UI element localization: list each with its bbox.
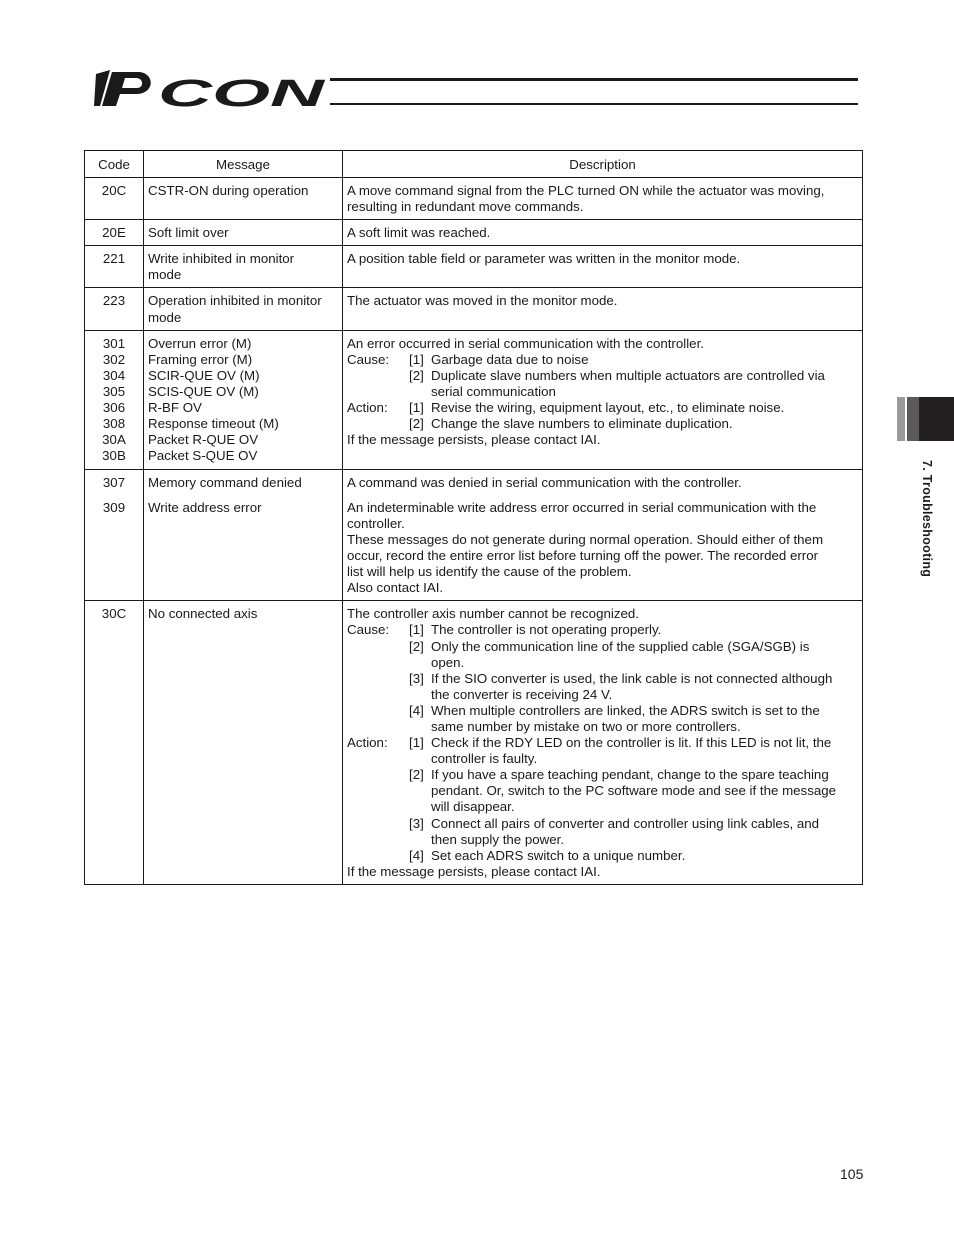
error-message: Overrun error (M) [148,335,252,351]
action-item [347,767,858,815]
code-cell [85,220,144,246]
error-code: 307 [102,474,126,490]
item-text: Revise the wiring, equipment layout, etc., to eliminate noise. [431,400,785,416]
description-cell [343,246,863,288]
item-text: open. [431,654,465,670]
description-line: An indeterminable write address error occurred in serial communication with the [347,499,817,515]
error-code: 302 [102,351,126,367]
item-text: The controller is not operating properly. [431,622,662,638]
message-cell [144,178,343,220]
chapter-tab-marker [919,397,954,441]
item-number: [2] [409,767,424,783]
item-text: then supply the power. [431,831,565,847]
message-cell [144,288,343,330]
pcon-logo [94,64,330,115]
page-number: 105 [840,1166,864,1182]
action-item [347,735,858,767]
item-text: will disappear. [431,799,515,815]
cause-item [347,671,858,703]
item-number: [4] [409,702,424,718]
description-cell [343,330,863,469]
code-cell [85,246,144,288]
error-code: 304 [102,367,126,383]
description-line: A move command signal from the PLC turned ON while the actuator was moving, [347,183,825,198]
item-number: [3] [409,670,424,686]
message-cell [144,220,343,246]
error-code: 30C [101,606,127,622]
code-cell [85,288,144,330]
error-message: Write address error [148,499,262,515]
item-text: same number by mistake on two or more controllers. [431,718,741,734]
code-cell [85,601,144,885]
error-message: mode [148,309,182,325]
cause-label: Cause: [347,351,390,367]
message-cell [144,469,343,601]
item-number: [1] [409,622,424,638]
error-message: mode [148,267,182,283]
table-row [85,330,863,469]
item-number: [3] [409,815,424,831]
item-number: [2] [409,638,424,654]
item-text: Only the communication line of the supplied cable (SGA/SGB) is [431,638,810,654]
error-code: 223 [102,293,126,309]
error-message: Packet S-QUE OV [148,448,258,464]
description-cell [343,288,863,330]
error-message: Write inhibited in monitor [148,251,295,267]
description-cell [343,220,863,246]
error-code: 20C [101,183,127,198]
chapter-tab-stripes [897,397,919,441]
item-text: When multiple controllers are linked, the ADRS switch is set to the [431,702,820,718]
svg-text:CON: CON [158,73,328,110]
description-line: These messages do not generate during normal operation. Should either of them [347,531,824,547]
cause-item [347,622,858,638]
item-text: Set each ADRS switch to a unique number. [431,847,686,863]
item-text: the converter is receiving 24 V. [431,686,613,702]
description-intro: An error occurred in serial communication with the controller. [347,335,704,351]
description-line: resulting in redundant move commands. [347,199,584,215]
item-text: If the SIO converter is used, the link cable is not connected although [431,670,833,686]
cause-label: Cause: [347,622,390,638]
action-label: Action: [347,400,388,416]
description-line: list will help us identify the cause of the problem. [347,564,632,580]
description-line: occur, record the entire error list before turning off the power. The recorded error [347,548,819,564]
item-text: If you have a spare teaching pendant, change to the spare teaching [431,767,829,783]
action-label: Action: [347,735,388,751]
error-message: R-BF OV [148,400,202,416]
message-cell [144,601,343,885]
error-code: 309 [102,499,126,515]
header-rule-top [330,78,858,81]
cause-item [347,368,858,400]
error-message: Framing error (M) [148,351,253,367]
column-header-code: Code [85,151,144,178]
action-item [347,848,858,864]
column-header-description: Description [343,151,863,178]
error-message: Response timeout (M) [148,416,279,432]
description-cell [343,469,863,601]
description-line: The actuator was moved in the monitor mode. [347,293,618,309]
error-code: 306 [102,400,126,416]
table-header-row [85,151,863,178]
code-cell [85,330,144,469]
error-message: CSTR-ON during operation [148,183,309,198]
item-number: [1] [409,400,424,416]
description-cell [343,178,863,220]
item-text: serial communication [431,383,556,399]
error-message: Memory command denied [148,474,302,490]
message-cell [144,330,343,469]
description-line: A position table field or parameter was written in the monitor mode. [347,251,741,267]
item-text: Garbage data due to noise [431,351,589,367]
description-outro: If the message persists, please contact IAI. [347,432,601,448]
description-line: A soft limit was reached. [347,225,491,241]
item-number: [4] [409,847,424,863]
error-code: 305 [102,383,126,399]
error-message: No connected axis [148,606,258,622]
code-cell [85,178,144,220]
error-code: 221 [102,251,126,267]
description-intro: The controller axis number cannot be recognized. [347,606,639,622]
header-rule-bottom [330,103,858,105]
error-code: 308 [102,416,126,432]
column-header-message: Message [144,151,343,178]
item-text: Change the slave numbers to eliminate duplication. [431,416,733,432]
description-outro: If the message persists, please contact IAI. [347,863,601,879]
error-code-table [84,150,863,885]
action-item [347,816,858,848]
error-code: 30A [102,432,126,448]
error-code: 30B [102,448,126,464]
description-cell [343,601,863,885]
item-text: Check if the RDY LED on the controller is lit. If this LED is not lit, the [431,735,832,751]
item-text: Connect all pairs of converter and controller using link cables, and [431,815,820,831]
message-cell [144,246,343,288]
table-row [85,601,863,885]
table-row [85,178,863,220]
description-line: controller. [347,515,405,531]
table-row [85,220,863,246]
action-item [347,400,858,416]
description-line: A command was denied in serial communication with the controller. [347,474,742,490]
item-number: [1] [409,735,424,751]
item-number: [2] [409,416,424,432]
item-number: [2] [409,367,424,383]
item-text: pendant. Or, switch to the PC software mode and see if the message [431,783,837,799]
description-line: Also contact IAI. [347,580,444,596]
code-cell [85,469,144,601]
error-message: Packet R-QUE OV [148,432,259,448]
table-row [85,288,863,330]
table-row [85,469,863,601]
error-message: SCIR-QUE OV (M) [148,367,260,383]
cause-item [347,639,858,671]
table-row [85,246,863,288]
cause-item [347,703,858,735]
error-message: SCIS-QUE OV (M) [148,383,259,399]
error-code: 301 [102,335,126,351]
error-message: Operation inhibited in monitor [148,293,322,309]
error-message: Soft limit over [148,225,229,241]
chapter-label: 7. Troubleshooting [920,460,934,578]
item-text: Duplicate slave numbers when multiple actuators are controlled via [431,367,825,383]
error-code: 20E [102,225,126,241]
cause-item [347,352,858,368]
item-number: [1] [409,351,424,367]
item-text: controller is faulty. [431,751,538,767]
action-item [347,416,858,432]
